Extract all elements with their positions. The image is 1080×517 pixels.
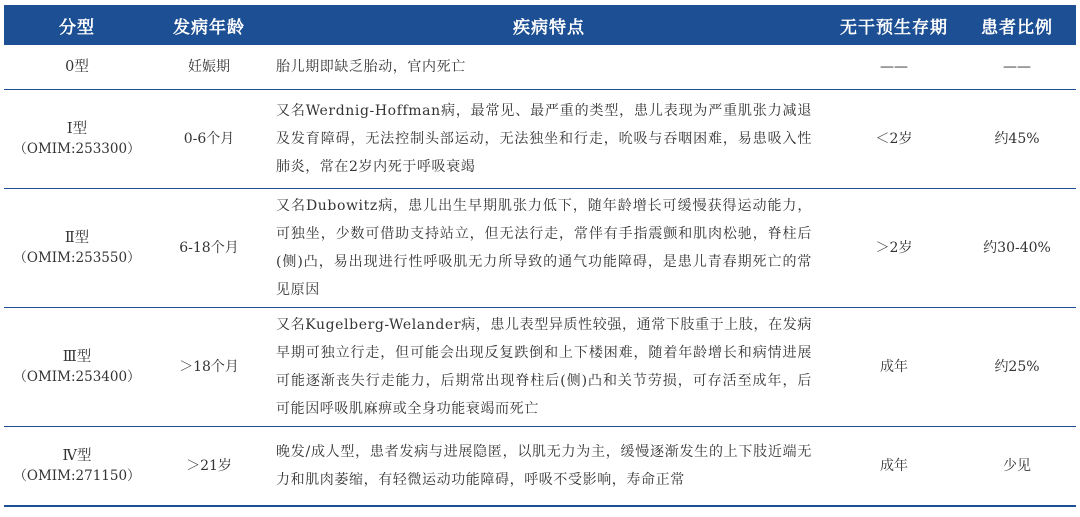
type-cell (4, 45, 150, 90)
table-row (4, 189, 1076, 308)
sma-type-table-container (0, 5, 1080, 517)
sma-type-table (4, 5, 1076, 507)
features-cell: 晚发/成人型，患者发病与进展隐匿，以肌无力为主，缓慢逐渐发生的上下肢近端无力和肌肉萎缩，有轻微运动功能障碍，呼吸不受影响，寿命正常 (268, 427, 830, 507)
table-row (4, 427, 1076, 507)
ratio-cell: 约45% (958, 90, 1076, 189)
table-row (4, 308, 1076, 427)
features-cell: 又名Werdnig-Hoffman病，最常见、最严重的类型，患儿表现为严重肌张力减退及发育障碍，无法控制头部运动，无法独坐和行走，吮吸与吞咽困难，易患吸入性肺炎，常在2岁内死于呼吸衰竭 (268, 90, 830, 189)
type-name: Ⅱ型 (64, 230, 90, 246)
survival-cell: —— (830, 45, 958, 90)
ratio-cell: 约30-40% (958, 189, 1076, 308)
survival-cell: ＞2岁 (830, 189, 958, 308)
header-type: 分型 (4, 5, 150, 45)
type-omim: （OMIM:271150） (13, 468, 141, 484)
onset-age-cell: ＞18个月 (150, 308, 268, 427)
ratio-cell: —— (958, 45, 1076, 90)
type-cell (4, 427, 150, 507)
type-omim: （OMIM:253300） (13, 141, 141, 157)
type-name: Ⅲ型 (62, 349, 92, 365)
type-omim: （OMIM:253400） (13, 369, 141, 385)
table-row (4, 45, 1076, 90)
type-omim: （OMIM:253550） (13, 250, 141, 266)
onset-age-cell: 6-18个月 (150, 189, 268, 308)
header-onset-age: 发病年龄 (150, 5, 268, 45)
onset-age-cell: ＞21岁 (150, 427, 268, 507)
ratio-cell: 约25% (958, 308, 1076, 427)
type-name: Ⅰ型 (66, 121, 88, 137)
onset-age-cell: 妊娠期 (150, 45, 268, 90)
header-survival: 无干预生存期 (830, 5, 958, 45)
survival-cell: 成年 (830, 308, 958, 427)
type-cell (4, 189, 150, 308)
features-cell: 又名Dubowitz病，患儿出生早期肌张力低下，随年龄增长可缓慢获得运动能力，可独坐，少数可借助支持站立，但无法行走，常伴有手指震颤和肌肉松驰，脊柱后(侧)凸，易出现进行性呼吸肌无力所导致的通气功能障碍，是患儿青春期死亡的常见原因 (268, 189, 830, 308)
table-header-row (4, 5, 1076, 45)
header-features: 疾病特点 (268, 5, 830, 45)
features-cell: 胎儿期即缺乏胎动，官内死亡 (268, 45, 830, 90)
ratio-cell: 少见 (958, 427, 1076, 507)
onset-age-cell: 0-6个月 (150, 90, 268, 189)
table-row (4, 90, 1076, 189)
survival-cell: 成年 (830, 427, 958, 507)
survival-cell: ＜2岁 (830, 90, 958, 189)
type-cell (4, 308, 150, 427)
features-cell: 又名Kugelberg-Welander病，患儿表型异质性较强，通常下肢重于上肢，在发病早期可独立行走，但可能会出现反复跌倒和上下楼困难，随着年龄增长和病情进展可能逐渐丧失行走能力，后期常出现脊柱后(侧)凸和关节劳损，可存活至成年，后可能因呼吸肌麻痹或全身功能衰竭而死亡 (268, 308, 830, 427)
type-name: 0型 (65, 59, 89, 75)
type-name: Ⅳ型 (62, 448, 92, 464)
header-ratio: 患者比例 (958, 5, 1076, 45)
type-cell (4, 90, 150, 189)
